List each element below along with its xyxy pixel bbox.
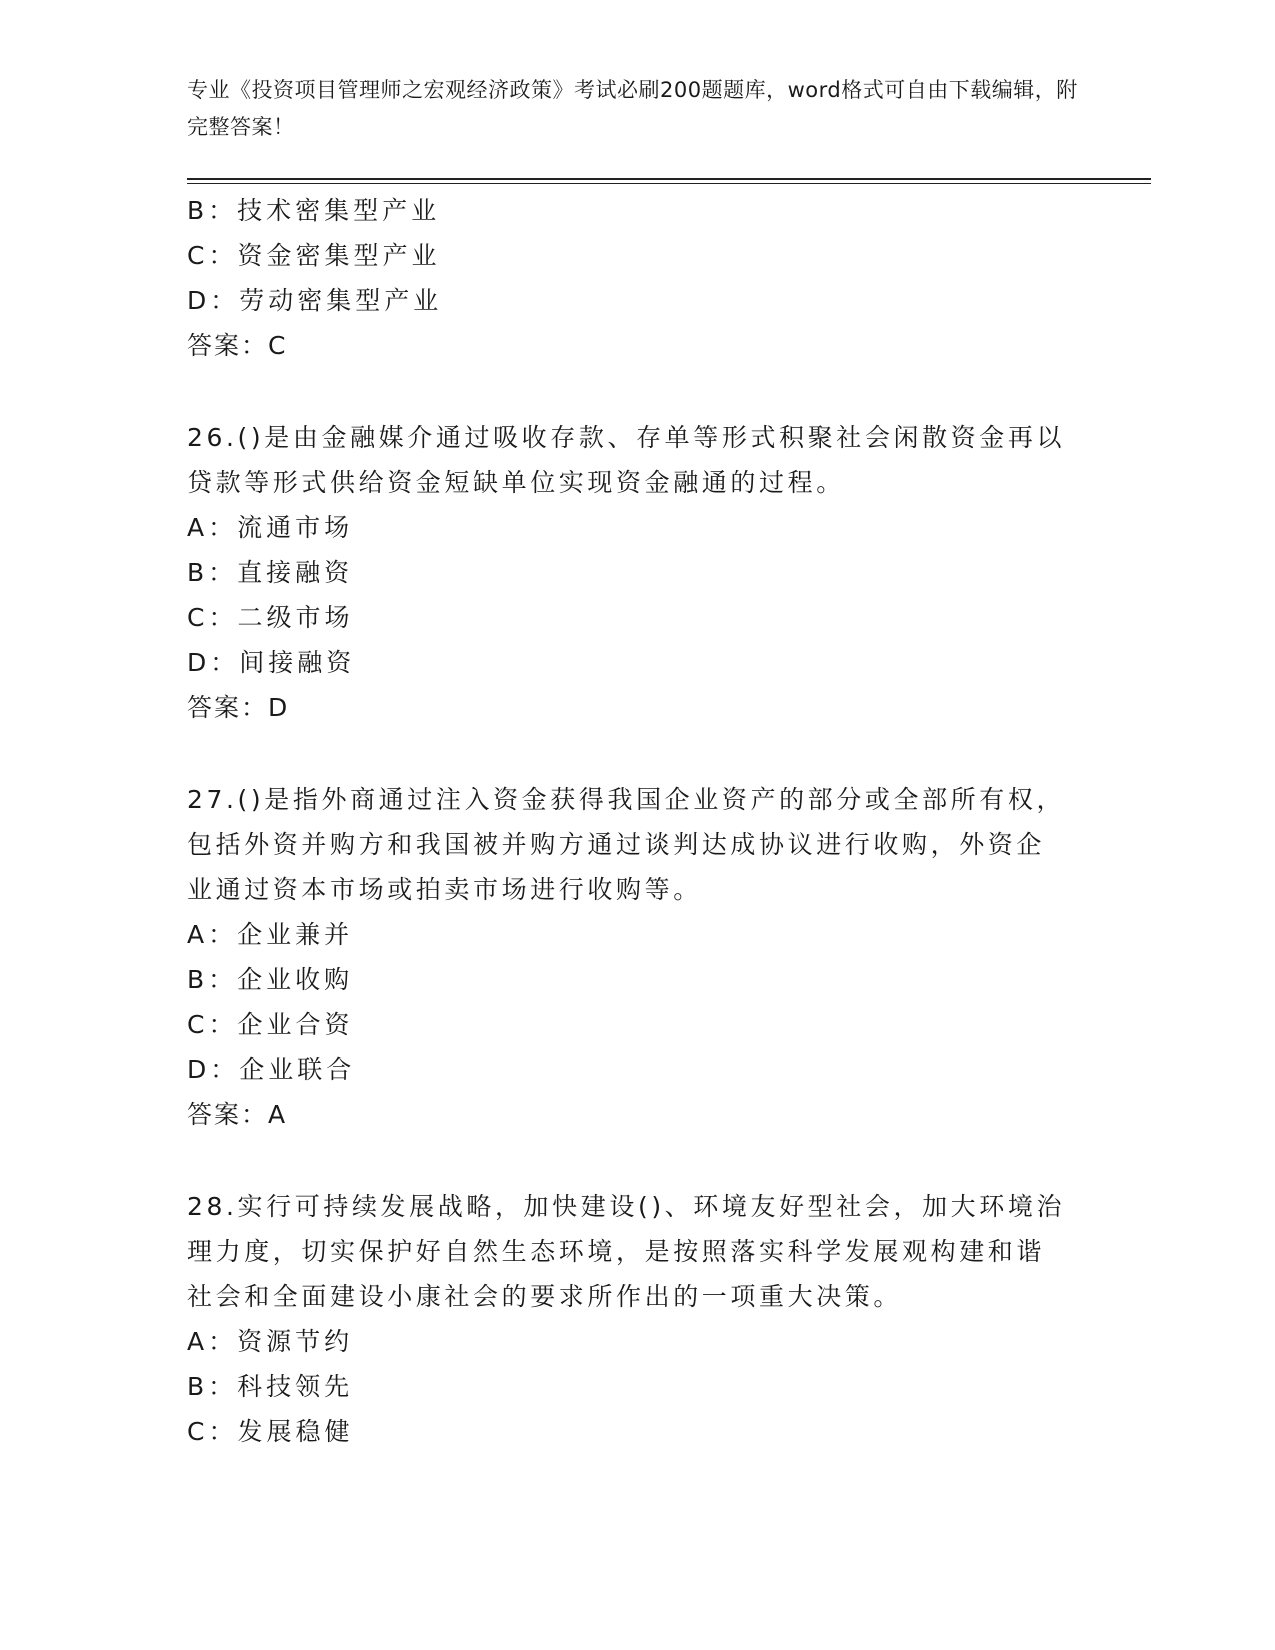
question-list	[187, 188, 1087, 1454]
option-a: A：资源节约	[187, 1327, 354, 1356]
option-c: C：企业合资	[187, 1010, 354, 1039]
page-header: 专业《投资项目管理师之宏观经济政策》考试必刷200题题库，word格式可自由下载编辑，附完整答案！	[187, 78, 1078, 139]
option-d: D：间接融资	[187, 648, 356, 677]
header-rule-thin	[187, 183, 1151, 184]
option-d: D：企业联合	[187, 1055, 356, 1084]
question-25-continued	[187, 188, 1087, 369]
option-c: C：发展稳健	[187, 1417, 354, 1446]
header-rule-thick	[187, 178, 1151, 180]
option-d: D：劳动密集型产业	[187, 286, 443, 315]
option-a: A：流通市场	[187, 513, 354, 542]
option-a: A：企业兼并	[187, 920, 354, 949]
answer-line: 答案：A	[187, 1100, 288, 1129]
question-26	[187, 415, 1087, 731]
question-28	[187, 1184, 1087, 1454]
option-b: B：企业收购	[187, 965, 354, 994]
question-text: 28.实行可持续发展战略，加快建设()、环境友好型社会，加大环境治理力度，切实保护好自然生态环境，是按照落实科学发展观构建和谐社会和全面建设小康社会的要求所作出的一项重大决策。	[187, 1192, 1066, 1311]
option-b: B：科技领先	[187, 1372, 354, 1401]
option-c: C：资金密集型产业	[187, 241, 441, 270]
option-b: B：直接融资	[187, 558, 354, 587]
option-b: B：技术密集型产业	[187, 196, 441, 225]
answer-line: 答案：C	[187, 331, 288, 360]
question-text: 26.()是由金融媒介通过吸收存款、存单等形式积聚社会闲散资金再以贷款等形式供给资金短缺单位实现资金融通的过程。	[187, 423, 1066, 497]
question-27	[187, 777, 1087, 1138]
answer-line: 答案：D	[187, 693, 290, 722]
option-c: C：二级市场	[187, 603, 354, 632]
question-text: 27.()是指外商通过注入资金获得我国企业资产的部分或全部所有权，包括外资并购方和我国被并购方通过谈判达成协议进行收购，外资企业通过资本市场或拍卖市场进行收购等。	[187, 785, 1066, 904]
